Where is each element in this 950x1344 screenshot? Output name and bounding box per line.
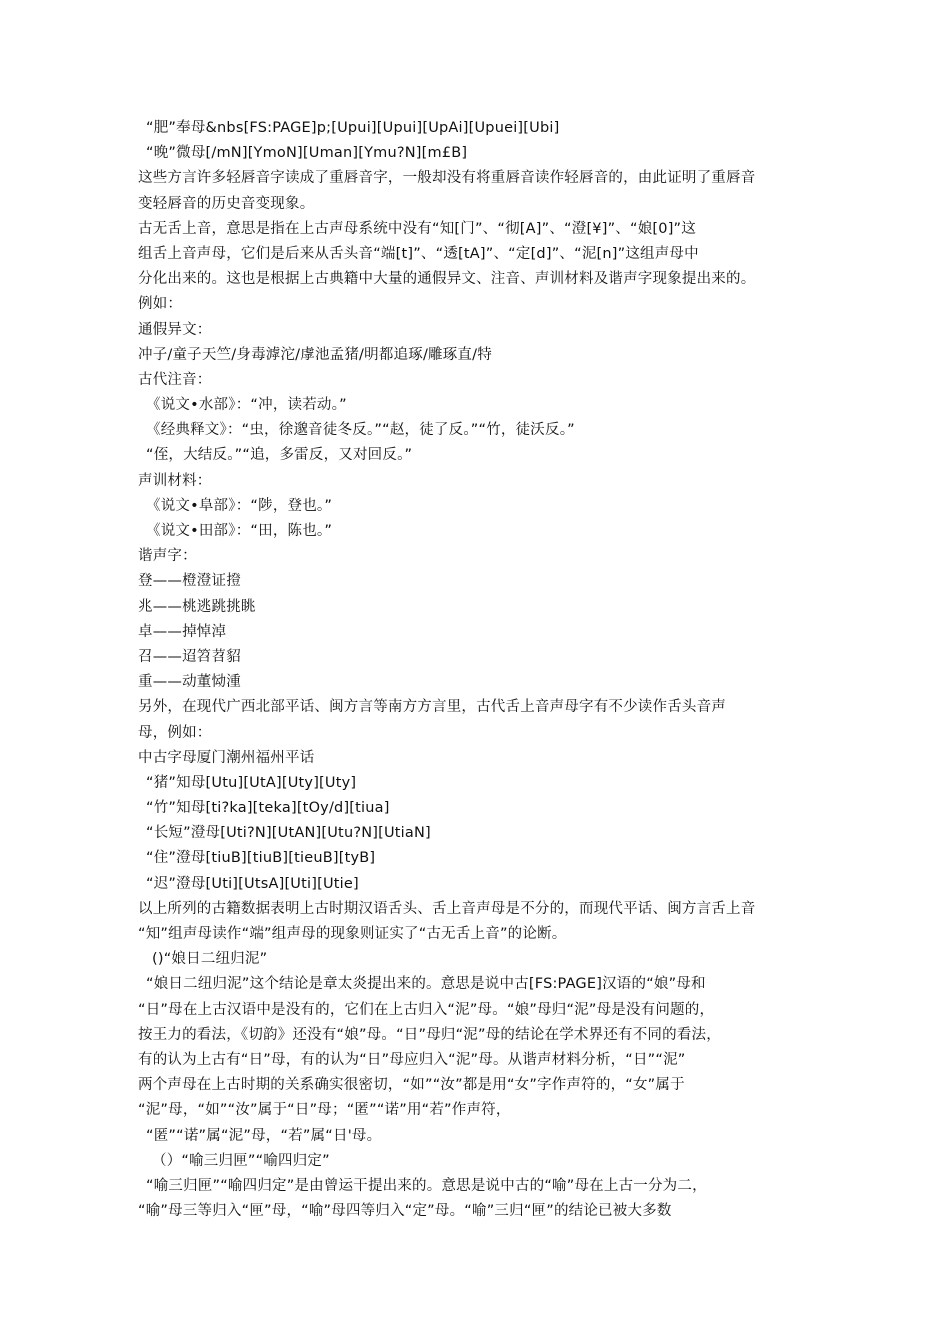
text-line: 卓——掉悼淖 bbox=[138, 623, 227, 640]
text-line: 按王力的看法，《切韵》还没有“娘”母。“日”母归“泥”母的结论在学术界还有不同的看法， bbox=[138, 1026, 721, 1043]
text-line: 召——迢笤苕貂 bbox=[138, 648, 241, 665]
text-line: 重——动董恸湩 bbox=[138, 674, 241, 691]
text-line: 例如： bbox=[138, 296, 183, 313]
text-line: 冲子/童子天竺/身毒滹沱/虖池孟猪/明都追琢/雕琢直/特 bbox=[138, 346, 492, 363]
text-line: “匿”“诺”属“泥”母，“若”属“日'母。 bbox=[146, 1127, 382, 1144]
text-line: “喻”母三等归入“匣”母，“喻”母四等归入“定”母。“喻”三归“匣”的结论已被大多数 bbox=[138, 1203, 672, 1220]
text-line: 声训材料： bbox=[138, 472, 212, 489]
text-line: 谐声字： bbox=[138, 548, 197, 565]
text-line: 另外，在现代广西北部平话、闽方言等南方方言里，古代舌上音声母字有不少读作舌头音声 bbox=[138, 699, 726, 716]
text-line: 古代注音： bbox=[138, 371, 212, 388]
text-line: 有的认为上古有“日”母，有的认为“日”母应归入“泥”母。从谐声材料分析，“日”“泥” bbox=[138, 1051, 686, 1068]
text-line: 古无舌上音，意思是指在上古声母系统中没有“知[门”、“彻[A]”、“澄[¥]”、“娘[0]”这 bbox=[138, 220, 696, 237]
text-line: 《说文•田部》：“田，陈也。” bbox=[146, 523, 333, 539]
text-line: “日”母在上古汉语中是没有的，它们在上古归入“泥”母。“娘”母归“泥”母是没有问题的， bbox=[138, 1001, 715, 1018]
text-line: “迟”澄母[Uti][UtsA][Uti][Utie] bbox=[146, 875, 359, 892]
text-line: 母，例如： bbox=[138, 724, 212, 741]
text-line: 两个声母在上古时期的关系确实很密切，“如”“汝”都是用“女”字作声符的，“女”属于 bbox=[138, 1077, 685, 1094]
text-line: 这些方言许多轻唇音字读成了重唇音字，一般却没有将重唇音读作轻唇音的，由此证明了重唇音 bbox=[138, 170, 756, 187]
text-line: ()“娘日二纽归泥” bbox=[152, 951, 268, 968]
text-line: 中古字母厦门潮州福州平话 bbox=[138, 749, 315, 766]
document-body bbox=[138, 116, 838, 1224]
text-line: “知”组声母读作“端”组声母的现象则证实了“古无舌上音”的论断。 bbox=[138, 926, 567, 942]
text-line: “侄，大结反。”“追，多雷反，又对回反。” bbox=[146, 447, 413, 464]
text-line: 以上所列的古籍数据表明上古时期汉语舌头、舌上音声母是不分的，而现代平话、闽方言舌上音 bbox=[138, 900, 756, 917]
text-line: “住”澄母[tiuB][tiuB][tieuB][tyB] bbox=[146, 850, 376, 867]
text-line: 兆——桃逃跳挑眺 bbox=[138, 598, 256, 615]
text-line: 组舌上音声母，它们是后来从舌头音“端[t]”、“透[tA]”、“定[d]”、“泥[n]”这组声母中 bbox=[138, 245, 699, 262]
text-line: 登——橙澄证撜 bbox=[138, 573, 241, 590]
text-line: 《说文•水部》：“冲，读若动。” bbox=[146, 397, 347, 414]
text-line: 《说文•阜部》：“陟，登也。” bbox=[146, 497, 333, 514]
text-line: “泥”母，“如”“汝”属于“日”母；“匿”“诺”用“若”作声符， bbox=[138, 1102, 511, 1119]
text-line: “竹”知母[ti?ka][teka][tOy/d][tiua] bbox=[146, 800, 390, 817]
text-line: “晚”微母[/mN][YmoN][Uman][Ymu?N][m£B] bbox=[146, 145, 468, 162]
text-line: （）“喻三归匣”“喻四归定” bbox=[152, 1152, 330, 1169]
text-line: “猪”知母[Utu][UtA][Uty][Uty] bbox=[146, 774, 357, 791]
text-line: “肥”奉母&nbs[FS:PAGE]p;[Upui][Upui][UpAi][Upuei][Ubi] bbox=[146, 120, 560, 136]
text-line: “娘日二纽归泥”这个结论是章太炎提出来的。意思是说中古[FS:PAGE]汉语的“娘”母和 bbox=[146, 976, 706, 993]
text-line: “喻三归匣”“喻四归定”是由曾运干提出来的。意思是说中古的“喻”母在上古一分为二， bbox=[146, 1177, 707, 1194]
text-line: 分化出来的。这也是根据上古典籍中大量的通假异文、注音、声训材料及谐声字现象提出来的。 bbox=[138, 271, 756, 288]
text-line: 变轻唇音的历史音变现象。 bbox=[138, 195, 315, 212]
text-line: 《经典释文》：“虫，徐邈音徒冬反。”“赵，徒了反。”“竹，徒沃反。” bbox=[146, 422, 575, 439]
text-line: 通假异文： bbox=[138, 321, 212, 338]
text-line: “长短”澄母[Uti?N][UtAN][Utu?N][UtiaN] bbox=[146, 825, 431, 842]
